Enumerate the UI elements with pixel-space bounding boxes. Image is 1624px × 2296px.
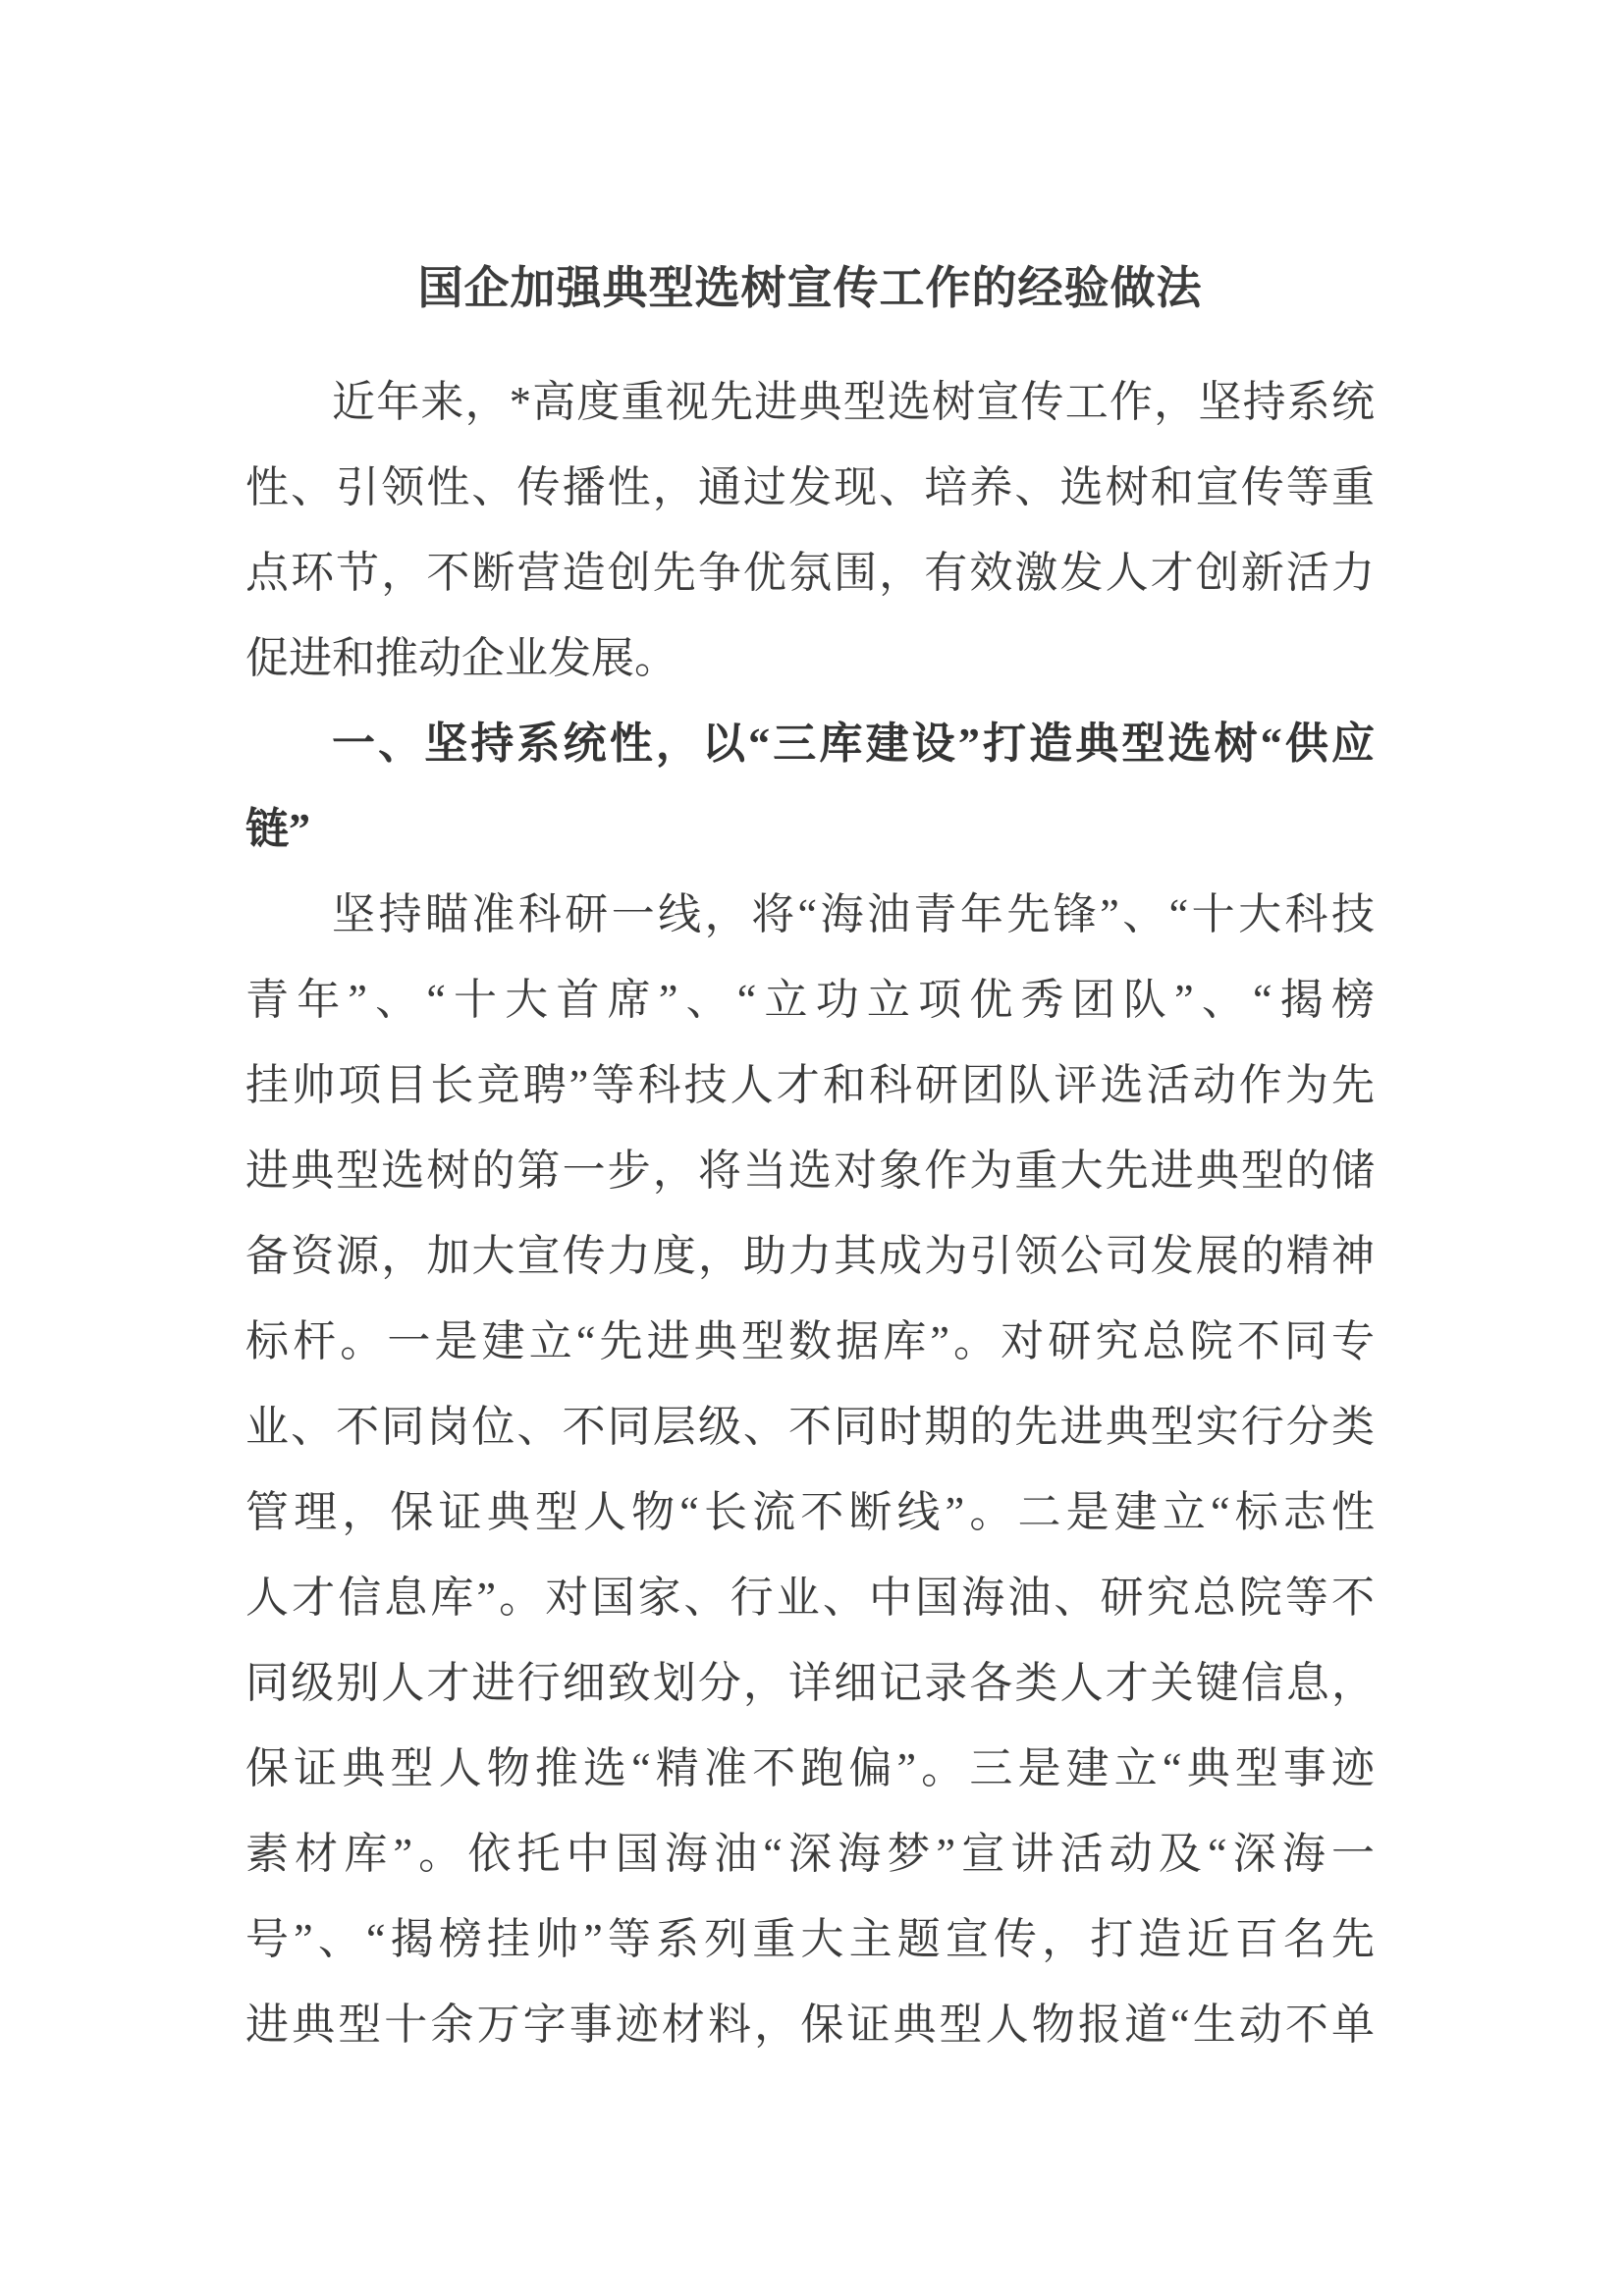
text-line: 点环节，不断营造创先争优氛围，有效激发人才创新活力 [245,549,1375,597]
text-line: 人才信息库”。对国家、行业、中国海油、研究总院等不 [245,1574,1375,1622]
text-line: 管理，保证典型人物“长流不断线”。二是建立“标志性 [245,1488,1375,1536]
text-line: 青年”、“十大首席”、“立功立项优秀团队”、“揭榜 [245,976,1375,1024]
section-heading [245,701,1375,872]
text-line: 标杆。一是建立“先进典型数据库”。对研究总院不同专 [245,1317,1375,1365]
text-line: 促进和推动企业发展。 [245,634,677,682]
text-line: 一、坚持系统性，以“三库建设”打造典型选树“供应 [332,720,1375,768]
text-line: 性、引领性、传播性，通过发现、培养、选树和宣传等重 [245,463,1375,511]
text-line: 近年来，*高度重视先进典型选树宣传工作，坚持系统 [332,378,1375,426]
text-line: 同级别人才进行细致划分，详细记录各类人才关键信息， [245,1659,1375,1707]
text-line: 挂帅项目长竞聘”等科技人才和科研团队评选活动作为先 [245,1061,1375,1109]
text-line: 进典型十余万字事迹材料，保证典型人物报道“生动不单 [245,2001,1375,2049]
document-body [245,359,1375,2067]
text-line: 业、不同岗位、不同层级、不同时期的先进典型实行分类 [245,1403,1375,1451]
paragraph [245,872,1375,2067]
text-line: 素材库”。依托中国海油“深海梦”宣讲活动及“深海一 [245,1830,1375,1878]
paragraph [245,359,1375,701]
text-line: 链” [245,805,310,853]
text-line: 进典型选树的第一步，将当选对象作为重大先进典型的储 [245,1147,1375,1195]
text-line: 保证典型人物推选“精准不跑偏”。三是建立“典型事迹 [245,1744,1375,1792]
text-line: 备资源，加大宣传力度，助力其成为引领公司发展的精神 [245,1232,1375,1280]
document-title: 国企加强典型选树宣传工作的经验做法 [417,262,1203,313]
text-line: 坚持瞄准科研一线，将“海油青年先锋”、“十大科技 [332,890,1375,938]
text-line: 号”、“揭榜挂帅”等系列重大主题宣传，打造近百名先 [245,1915,1375,1963]
